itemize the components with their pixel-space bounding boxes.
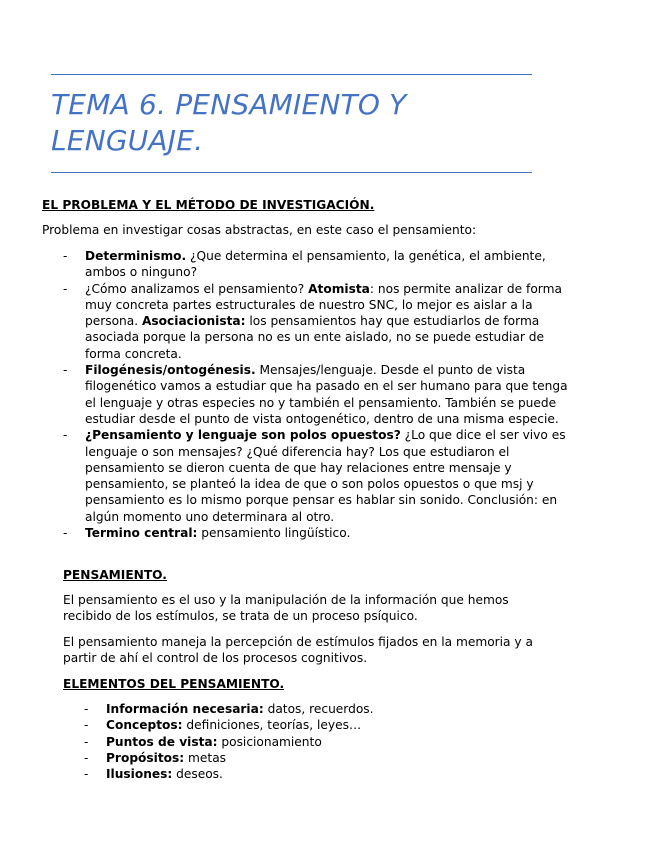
method-list (63, 248, 577, 541)
item-text: datos, recuerdos. (263, 702, 374, 716)
item-text-2: los pensamientos hay que estudiarlos de forma asociada porque la persona no es un ente aislado, no se puede estudiar de forma concreta. (85, 314, 544, 361)
bullet-dash: - (63, 249, 68, 263)
item-text: deseos. (172, 767, 223, 782)
paragraph-2: El pensamiento maneja la percepción de estímulos fijados en la memoria y a partir de ahí el control de los procesos cognitivos. (63, 635, 533, 666)
list-item (84, 717, 576, 733)
paragraph-1: El pensamiento es el uso y la manipulación de la información que hemos recibido de los estímulos, se trata de un proceso psíquico. (63, 593, 509, 624)
list-item (84, 701, 576, 717)
item-text: ¿Lo que dice el ser vivo es lenguaje o son mensajes? ¿Qué diferencia hay? Los que estudiaron el pensamiento se dieron cuenta de que hay relaciones entre mensaje y pensamiento, se planteó la idea de que o son polos opuestos o que msj y pensamiento es lo mismo porque pensar es hablar sin sonido. Conclusión: en algún momento uno determinara al otro. (85, 428, 566, 524)
bullet-dash: - (63, 526, 68, 541)
title-line-2: LENGUAJE. (51, 124, 204, 157)
item-pre: ¿Cómo analizamos el pensamiento? (85, 281, 309, 296)
list-item (63, 248, 577, 281)
title-line-1: TEMA 6. PENSAMIENTO Y (51, 88, 407, 121)
item-term: Puntos de vista: (106, 734, 218, 749)
list-item (63, 281, 577, 362)
item-text: posicionamiento (217, 734, 322, 749)
bullet-dash: - (63, 428, 68, 443)
section-heading-elementos: ELEMENTOS DEL PENSAMIENTO. (63, 677, 285, 691)
list-item (84, 734, 576, 750)
item-term: Información necesaria: (106, 702, 264, 716)
document-title (51, 87, 551, 159)
section-heading-problema: EL PROBLEMA Y EL MÉTODO DE INVESTIGACIÓN. (42, 198, 375, 212)
item-term: Conceptos: (106, 718, 183, 733)
list-item (84, 766, 576, 782)
bullet-dash: - (84, 702, 89, 716)
section-intro: Problema en investigar cosas abstractas, en este caso el pensamiento: (42, 223, 477, 237)
list-item (84, 750, 576, 766)
title-top-rule (51, 74, 532, 75)
bullet-dash: - (84, 767, 89, 782)
bullet-dash: - (63, 363, 68, 378)
item-text: metas (184, 750, 227, 765)
item-text: pensamiento lingüístico. (197, 526, 351, 541)
item-text: Mensajes/lenguaje. Desde el punto de vista filogenético vamos a estudiar que ha pasado en el ser humano para que tenga el lenguaje y otras especies no y también el pensamiento. También se puede estudiar desde el punto de vista ontogenético, dentro de una misma especie. (85, 363, 568, 426)
item-term: Ilusiones: (106, 767, 173, 782)
bullet-dash: - (84, 750, 89, 765)
bullet-dash: - (84, 718, 89, 733)
item-term: Propósitos: (106, 750, 185, 765)
list-item (63, 427, 577, 525)
item-text: definiciones, teorías, leyes… (182, 718, 362, 733)
item-text: ¿Que determina el pensamiento, la genética, el ambiente, ambos o ninguno? (85, 249, 546, 280)
section-heading-pensamiento: PENSAMIENTO. (63, 568, 167, 582)
item-term: Termino central: (85, 526, 198, 541)
title-bottom-rule (51, 172, 532, 173)
item-term: Filogénesis/ontogénesis. (85, 363, 256, 378)
item-term: ¿Pensamiento y lenguaje son polos opuestos? (85, 428, 401, 443)
list-item (63, 525, 577, 541)
item-term: Determinismo. (85, 249, 187, 263)
elements-list (84, 701, 576, 782)
item-text: : nos permite analizar de forma muy concreta partes estructurales de nuestro SNC, lo mejor es aislar a la persona. (85, 281, 562, 329)
list-item (63, 362, 577, 427)
bullet-dash: - (84, 734, 89, 749)
bullet-dash: - (63, 281, 68, 296)
item-term: Atomista (308, 281, 370, 296)
item-term-2: Asociacionista: (142, 314, 246, 329)
